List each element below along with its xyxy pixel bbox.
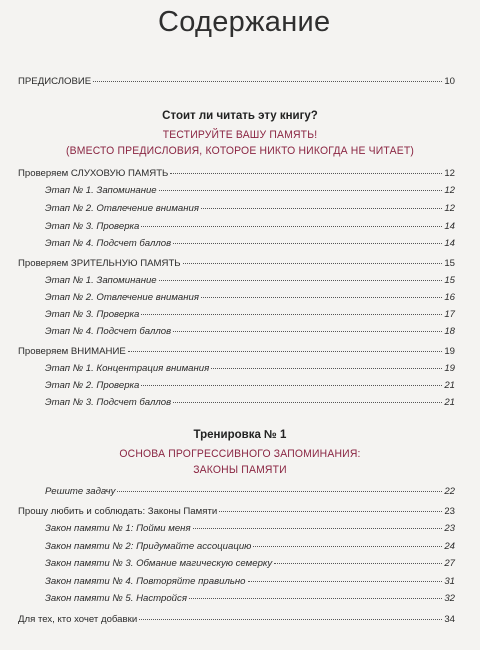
- toc-page-number: 21: [444, 397, 455, 408]
- page-title: Содержание: [158, 6, 331, 38]
- toc-page-number: 23: [444, 506, 455, 517]
- toc-entry-label: Закон памяти № 1: Пойми меня: [45, 523, 191, 534]
- section-subheading: ОСНОВА ПРОГРЕССИВНОГО ЗАПОМИНАНИЯ:: [119, 448, 361, 460]
- toc-entry-label: Этап № 3. Подсчет баллов: [45, 397, 172, 408]
- dot-leader: [141, 226, 442, 227]
- dot-leader: [173, 243, 442, 244]
- toc-entry[interactable]: [45, 275, 455, 287]
- toc-entry-label: ПРЕДИСЛОВИЕ: [18, 76, 92, 87]
- dot-leader: [219, 511, 442, 512]
- toc-entry-label: Этап № 2. Отвлечение внимания: [45, 203, 199, 214]
- toc-entry[interactable]: [45, 221, 455, 233]
- dot-leader: [141, 314, 442, 315]
- toc-entry-label: Проверяем СЛУХОВУЮ ПАМЯТЬ: [18, 168, 169, 179]
- toc-entry-label: Этап № 3. Проверка: [45, 309, 140, 320]
- dot-leader: [248, 581, 443, 582]
- toc-entry[interactable]: [18, 346, 455, 358]
- toc-entry[interactable]: [45, 558, 455, 570]
- toc-entry-label: Этап № 2. Отвлечение внимания: [45, 292, 199, 303]
- toc-entry[interactable]: [45, 593, 455, 605]
- dot-leader: [253, 546, 442, 547]
- toc-entry-label: Проверяем ВНИМАНИЕ: [18, 346, 126, 357]
- toc-page-number: 22: [444, 486, 455, 497]
- dot-leader: [141, 385, 442, 386]
- toc-page-number: 12: [444, 203, 455, 214]
- toc-page-number: 17: [444, 309, 455, 320]
- toc-entry-label: Прошу любить и соблюдать: Законы Памяти: [18, 506, 218, 517]
- toc-entry-label: Для тех, кто хочет добавки: [18, 614, 138, 625]
- dot-leader: [274, 563, 442, 564]
- dot-leader: [211, 368, 442, 369]
- section-heading: Тренировка № 1: [193, 429, 287, 441]
- section-subheading: ТЕСТИРУЙТЕ ВАШУ ПАМЯТЬ!: [162, 129, 318, 141]
- toc-entry[interactable]: [45, 326, 455, 338]
- toc-entry-label: Решите задачу: [45, 486, 116, 497]
- toc-page-number: 34: [444, 614, 455, 625]
- section-subheading: ЗАКОНЫ ПАМЯТИ: [193, 464, 287, 476]
- toc-entry[interactable]: [45, 541, 455, 553]
- toc-page-number: 15: [444, 258, 455, 269]
- dot-leader: [117, 491, 442, 492]
- toc-entry-label: Этап № 1. Запоминание: [45, 185, 157, 196]
- section-subheading: (ВМЕСТО ПРЕДИСЛОВИЯ, КОТОРОЕ НИКТО НИКОГДА НЕ ЧИТАЕТ): [65, 145, 415, 157]
- toc-page-number: 19: [444, 346, 455, 357]
- dot-leader: [93, 81, 442, 82]
- toc-page-number: 23: [444, 523, 455, 534]
- dot-leader: [201, 297, 442, 298]
- dot-leader: [183, 263, 443, 264]
- dot-leader: [189, 598, 442, 599]
- toc-page-number: 21: [444, 380, 455, 391]
- toc-page-number: 14: [444, 238, 455, 249]
- dot-leader: [193, 528, 443, 529]
- toc-entry-label: Закон памяти № 2: Придумайте ассоциацию: [45, 541, 252, 552]
- toc-entry[interactable]: [45, 380, 455, 392]
- toc-entry[interactable]: [18, 614, 455, 626]
- toc-entry-label: Закон памяти № 5. Настройся: [45, 593, 187, 604]
- toc-entry-label: Этап № 1. Концентрация внимания: [45, 363, 210, 374]
- dot-leader: [173, 331, 442, 332]
- toc-entry-label: Этап № 4. Подсчет баллов: [45, 238, 172, 249]
- toc-page-number: 14: [444, 221, 455, 232]
- section-heading: Стоит ли читать эту книгу?: [162, 110, 318, 122]
- toc-entry[interactable]: [45, 309, 455, 321]
- toc-entry[interactable]: [18, 258, 455, 270]
- toc-entry[interactable]: [18, 168, 455, 180]
- toc-entry-label: Этап № 2. Проверка: [45, 380, 140, 391]
- toc-page-number: 12: [444, 168, 455, 179]
- toc-page-number: 18: [444, 326, 455, 337]
- dot-leader: [159, 280, 443, 281]
- toc-entry[interactable]: [45, 203, 455, 215]
- dot-leader: [139, 619, 442, 620]
- toc-entry-label: Проверяем ЗРИТЕЛЬНУЮ ПАМЯТЬ: [18, 258, 181, 269]
- toc-entry-label: Закон памяти № 4. Повторяйте правильно: [45, 576, 246, 587]
- toc-entry[interactable]: [45, 397, 455, 409]
- toc-entry[interactable]: [45, 363, 455, 375]
- toc-entry-label: Этап № 4. Подсчет баллов: [45, 326, 172, 337]
- dot-leader: [159, 190, 443, 191]
- toc-page-number: 19: [444, 363, 455, 374]
- dot-leader: [173, 402, 442, 403]
- toc-page-number: 31: [444, 576, 455, 587]
- toc-entry[interactable]: [45, 523, 455, 535]
- toc-entry[interactable]: [18, 506, 455, 518]
- toc-entry-label: Закон памяти № 3. Обмание магическую семерку: [45, 558, 273, 569]
- toc-page-number: 12: [444, 185, 455, 196]
- dot-leader: [128, 351, 443, 352]
- toc-page-number: 32: [444, 593, 455, 604]
- toc-entry[interactable]: [45, 486, 455, 498]
- toc-entry[interactable]: [45, 238, 455, 250]
- toc-page-number: 24: [444, 541, 455, 552]
- toc-entry-label: Этап № 1. Запоминание: [45, 275, 157, 286]
- toc-page-number: 15: [444, 275, 455, 286]
- toc-page-number: 10: [444, 76, 455, 87]
- dot-leader: [170, 173, 442, 174]
- toc-page-number: 27: [444, 558, 455, 569]
- toc-page-number: 16: [444, 292, 455, 303]
- toc-entry[interactable]: [45, 576, 455, 588]
- toc-entry[interactable]: [45, 185, 455, 197]
- toc-entry-preface[interactable]: [18, 76, 455, 88]
- toc-entry-label: Этап № 3. Проверка: [45, 221, 140, 232]
- dot-leader: [201, 208, 442, 209]
- toc-entry[interactable]: [45, 292, 455, 304]
